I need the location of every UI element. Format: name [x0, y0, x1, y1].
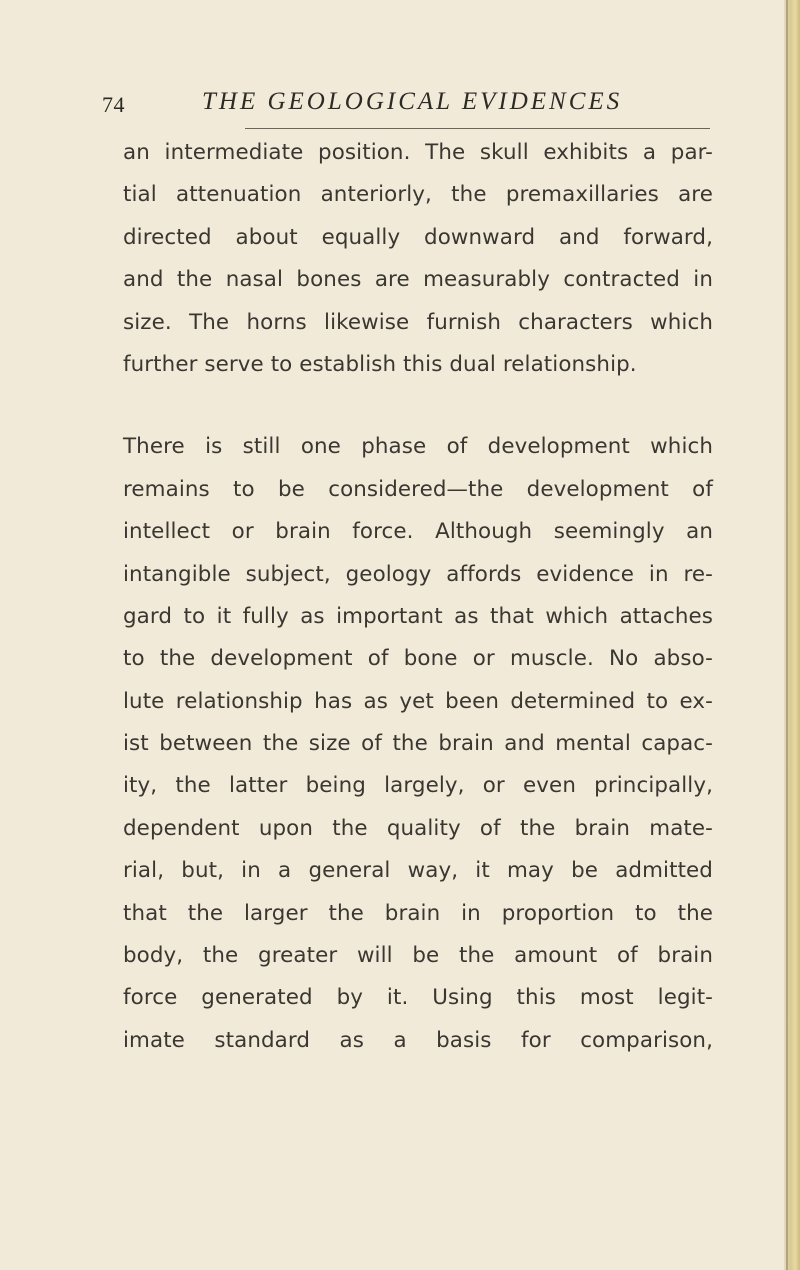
text-line: intellect or brain force. Although seemingly an	[123, 519, 713, 545]
text-line: and the nasal bones are measurably contracted in	[123, 267, 713, 293]
text-line: further serve to establish this dual relationship.	[123, 351, 637, 377]
text-line: force generated by it. Using this most legit-	[123, 985, 713, 1011]
text-line: remains to be considered—the development of	[123, 476, 713, 502]
text-line: body, the greater will be the amount of brain	[123, 943, 713, 969]
text-line: that the larger the brain in proportion to the	[123, 900, 713, 926]
running-title: THE GEOLOGICAL EVIDENCES	[202, 88, 623, 115]
text-line: There is still one phase of development which	[123, 434, 713, 460]
text-line: rial, but, in a general way, it may be admitted	[123, 858, 713, 884]
text-line: to the development of bone or muscle. No abso-	[123, 646, 713, 672]
body-text	[123, 132, 713, 1062]
text-line: an intermediate position. The skull exhibits a par-	[123, 140, 713, 165]
text-line: directed about equally downward and forward,	[123, 224, 713, 250]
text-line: dependent upon the quality of the brain mate-	[123, 815, 713, 841]
paragraph-gap	[123, 386, 713, 426]
text-line: imate standard as a basis for comparison,	[123, 1027, 713, 1053]
page-header	[0, 88, 760, 128]
page-edge-line	[786, 0, 788, 1270]
text-line: ity, the latter being largely, or even principally,	[123, 773, 713, 799]
text-line: ist between the size of the brain and mental capac-	[123, 731, 713, 757]
text-line: lute relationship has as yet been determined to ex-	[123, 688, 713, 714]
text-line: intangible subject, geology affords evidence in re-	[123, 561, 713, 587]
page-number: 74	[102, 92, 125, 117]
text-line: tial attenuation anteriorly, the premaxillaries are	[123, 182, 713, 208]
text-line: gard to it fully as important as that which attaches	[123, 603, 713, 629]
text-line: size. The horns likewise furnish characters which	[123, 309, 713, 335]
header-rule	[245, 128, 710, 129]
